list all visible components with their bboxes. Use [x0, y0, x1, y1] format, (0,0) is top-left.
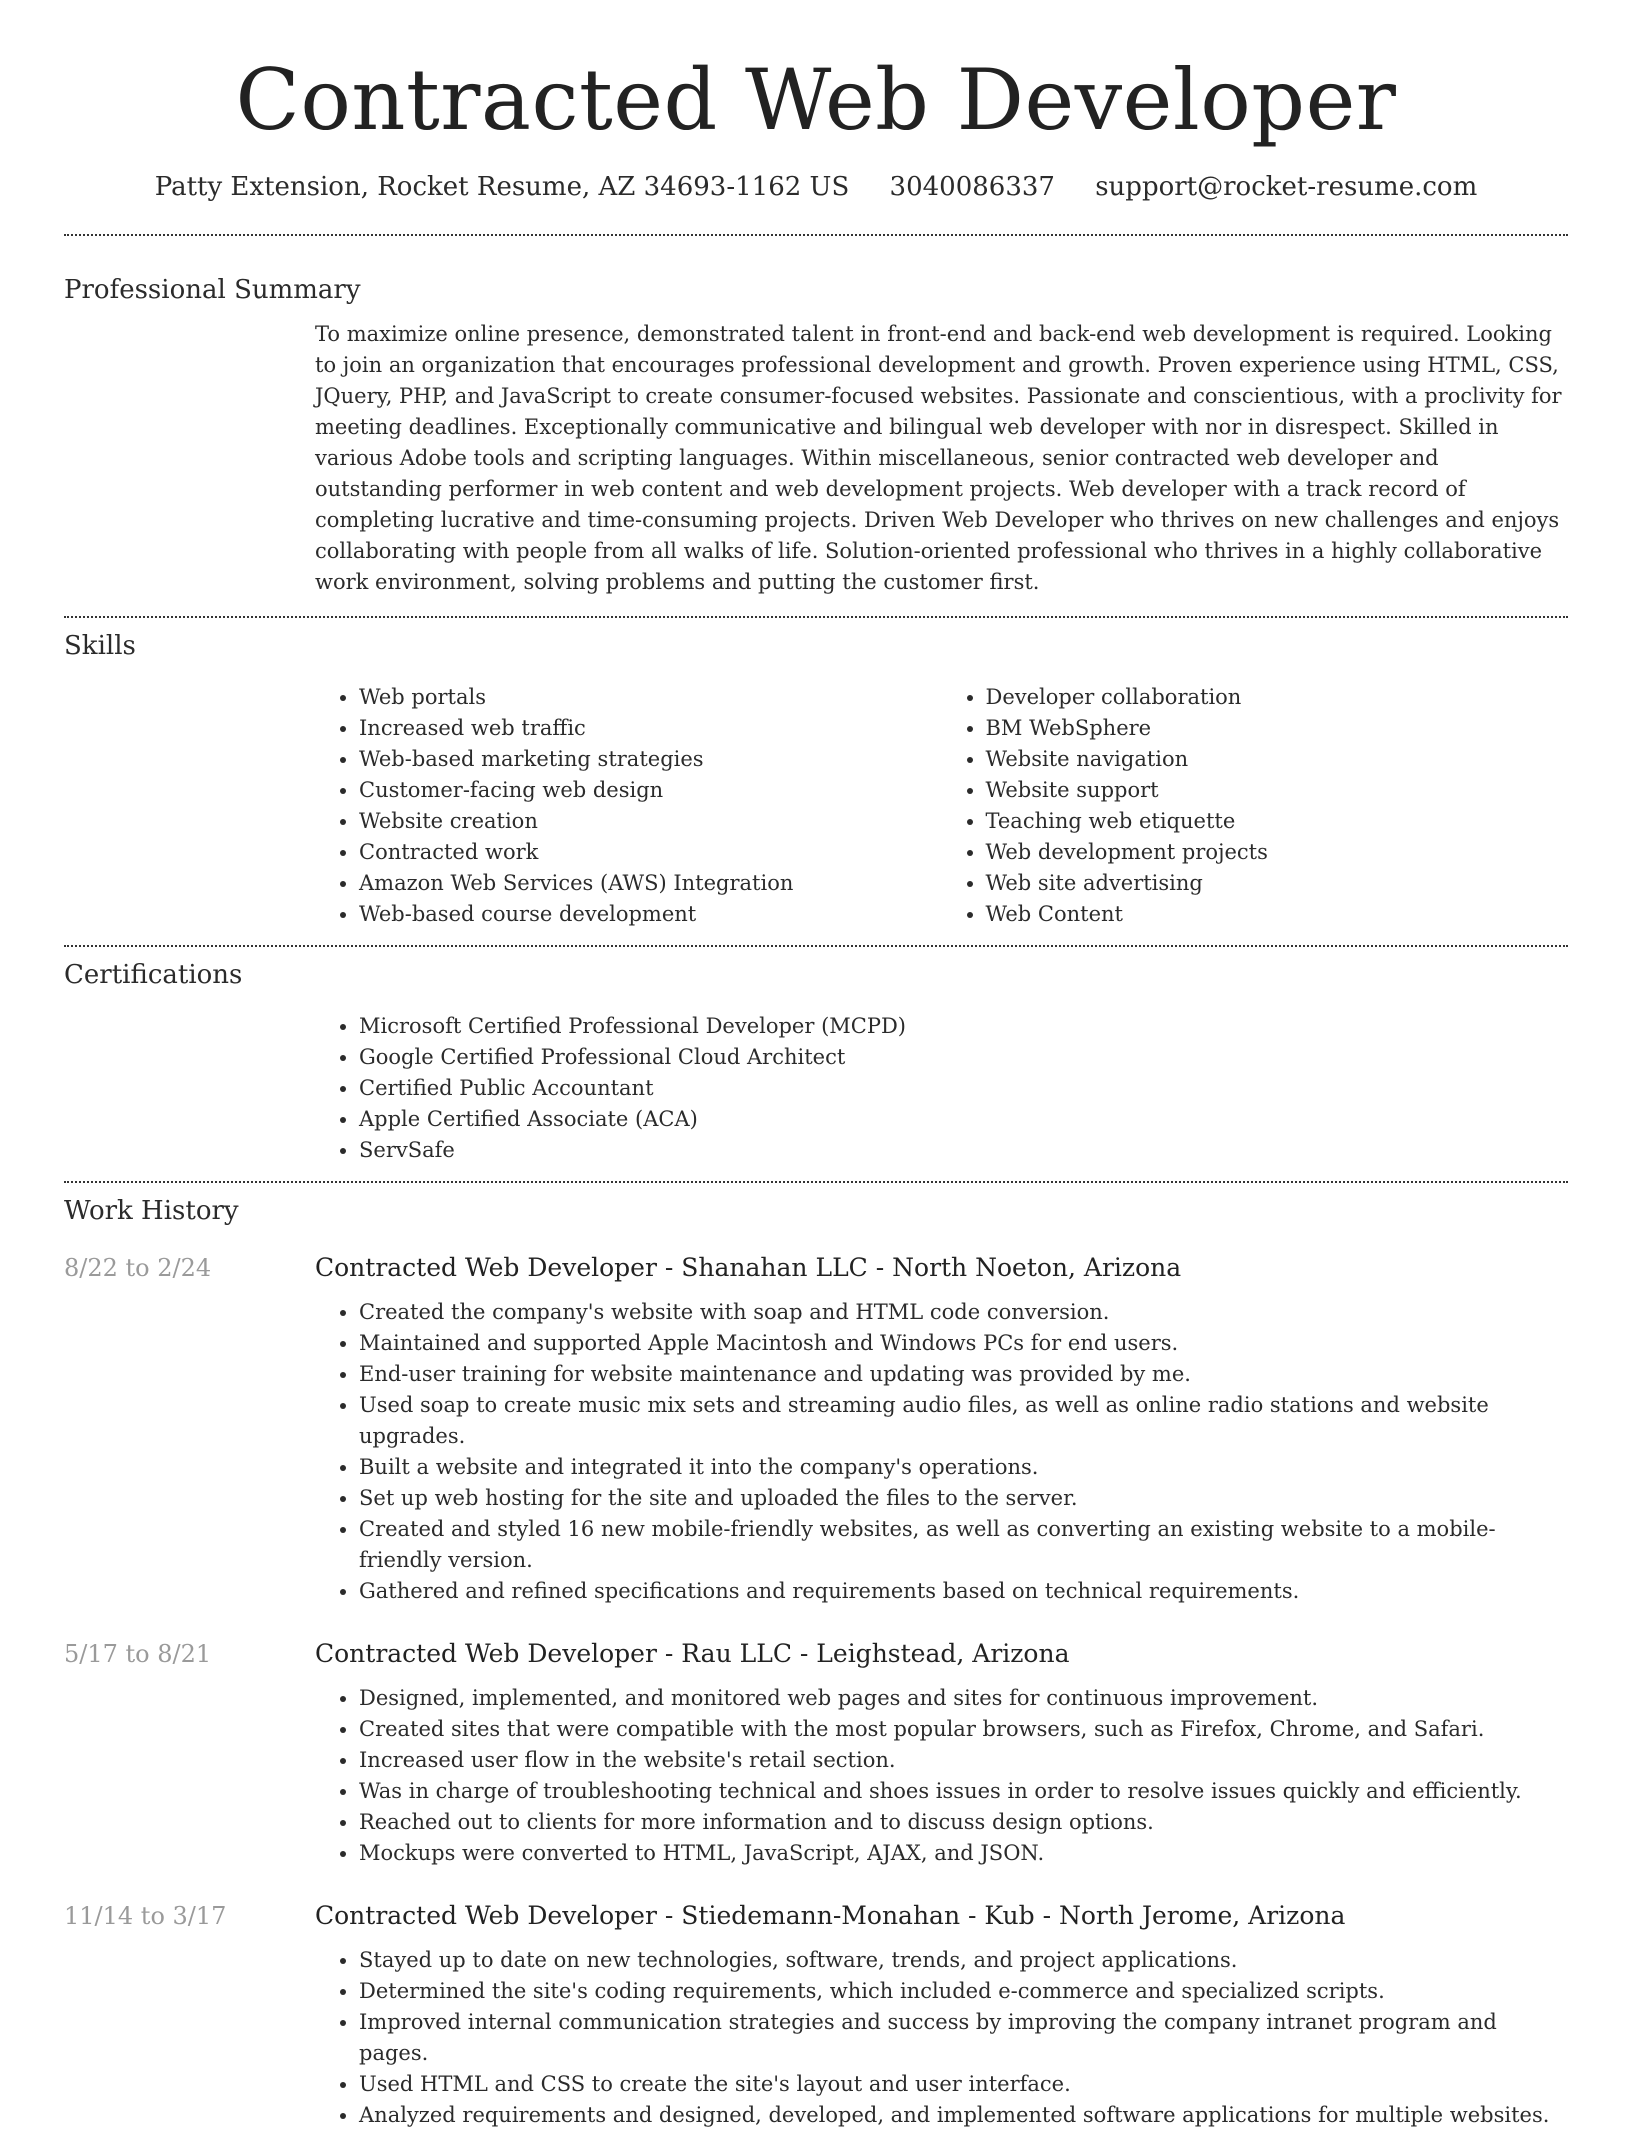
job-dates: 8/22 to 2/24	[64, 1254, 212, 1282]
section-divider	[64, 234, 1568, 236]
skill-item: • BM WebSphere	[986, 713, 1569, 744]
job-title: Contracted Web Developer - Rau LLC - Leighstead, Arizona	[315, 1639, 1070, 1668]
address-text: Patty Extension, Rocket Resume, AZ 34693-1162 US	[154, 172, 850, 202]
skill-item: • Increased web traffic	[359, 713, 942, 744]
job-title: Contracted Web Developer - Stiedemann-Monahan - Kub - North Jerome, Arizona	[315, 1901, 1346, 1930]
page-title: Contracted Web Developer	[235, 51, 1397, 149]
skill-item: • Teaching web etiquette	[986, 806, 1569, 837]
summary-section	[0, 273, 1632, 598]
certifications-list	[315, 1011, 1568, 1166]
certification-item: • Certified Public Accountant	[359, 1073, 1568, 1104]
section-divider	[64, 1181, 1568, 1183]
resume-header	[0, 0, 1632, 204]
job-details	[315, 1637, 1568, 1869]
work-history-section	[0, 1194, 1632, 1228]
job-bullet: • Maintained and supported Apple Macintosh and Windows PCs for end users.	[359, 1328, 1568, 1359]
skill-item: • Developer collaboration	[986, 682, 1569, 713]
certifications-body	[315, 1011, 1568, 1166]
skills-list-right	[942, 682, 1569, 930]
job-details	[315, 1251, 1568, 1607]
job-bullet: • Created sites that were compatible with the most popular browsers, such as Firefox, Chrome, and Safari.	[359, 1714, 1568, 1745]
skill-item: • Website creation	[359, 806, 942, 837]
job-bullet: • Designed, implemented, and monitored web pages and sites for continuous improvement.	[359, 1683, 1568, 1714]
certification-item: • ServSafe	[359, 1135, 1568, 1166]
skill-item: • Customer-facing web design	[359, 775, 942, 806]
job-entry	[0, 1251, 1632, 1607]
section-divider	[64, 945, 1568, 947]
section-title-summary: Professional Summary	[64, 275, 361, 305]
contact-line	[0, 170, 1632, 204]
job-bullet: • Gathered and refined specifications and requirements based on technical requirements.	[359, 1576, 1568, 1607]
job-bullet: • Built a website and integrated it into the company's operations.	[359, 1452, 1568, 1483]
phone-text: 3040086337	[889, 172, 1055, 202]
job-bullet: • Increased user flow in the website's retail section.	[359, 1745, 1568, 1776]
job-title: Contracted Web Developer - Shanahan LLC - North Noeton, Arizona	[315, 1253, 1182, 1282]
job-bullet: • Mockups were converted to HTML, JavaScript, AJAX, and JSON.	[359, 1838, 1568, 1869]
job-entry	[0, 1637, 1632, 1869]
job-bullets	[315, 1945, 1568, 2131]
skill-item: • Website navigation	[986, 744, 1569, 775]
certification-item: • Microsoft Certified Professional Developer (MCPD)	[359, 1011, 1568, 1042]
job-bullet: • Created the company's website with soap and HTML code conversion.	[359, 1297, 1568, 1328]
skills-section	[0, 629, 1632, 930]
job-bullet: • Analyzed requirements and designed, developed, and implemented software applications for multiple websites.	[359, 2100, 1568, 2131]
job-dates: 5/17 to 8/21	[64, 1640, 212, 1668]
certification-item: • Apple Certified Associate (ACA)	[359, 1104, 1568, 1135]
job-details	[315, 1899, 1568, 2131]
skill-item: • Website support	[986, 775, 1569, 806]
job-bullets	[315, 1683, 1568, 1869]
job-bullet: • End-user training for website maintenance and updating was provided by me.	[359, 1359, 1568, 1390]
section-title-work-history: Work History	[64, 1196, 239, 1226]
skills-list-left	[315, 682, 942, 930]
skill-item: • Amazon Web Services (AWS) Integration	[359, 868, 942, 899]
skill-item: • Web-based marketing strategies	[359, 744, 942, 775]
job-bullet: • Reached out to clients for more information and to discuss design options.	[359, 1807, 1568, 1838]
section-divider	[64, 616, 1568, 618]
job-bullet: • Set up web hosting for the site and uploaded the files to the server.	[359, 1483, 1568, 1514]
job-bullet: • Created and styled 16 new mobile-friendly websites, as well as converting an existing website to a mobile-friendly version.	[359, 1514, 1568, 1576]
section-title-skills: Skills	[64, 631, 136, 661]
skill-item: • Web development projects	[986, 837, 1569, 868]
job-bullet: • Determined the site's coding requirements, which included e-commerce and specialized scripts.	[359, 1976, 1568, 2007]
job-entry	[0, 1899, 1632, 2131]
skill-item: • Contracted work	[359, 837, 942, 868]
job-bullets	[315, 1297, 1568, 1607]
job-bullet: • Used soap to create music mix sets and streaming audio files, as well as online radio stations and website upgrades.	[359, 1390, 1568, 1452]
job-bullet: • Was in charge of troubleshooting technical and shoes issues in order to resolve issues quickly and efficiently.	[359, 1776, 1568, 1807]
skill-item: • Web-based course development	[359, 899, 942, 930]
summary-text: To maximize online presence, demonstrated talent in front-end and back-end web development is required. Looking to join an organization that encourages professional development and growth. Proven experience using HTML, CSS, JQuery, PHP, and JavaScript to create consumer-focused websites. Passionate and conscientious, with a proclivity for meeting deadlines. Exceptionally communicative and bilingual web developer with nor in disrespect. Skilled in various Adobe tools and scripting languages. Within miscellaneous, senior contracted web developer and outstanding performer in web content and web development projects. Web developer with a track record of completing lucrative and time-consuming projects. Driven Web Developer who thrives on new challenges and enjoys collaborating with people from all walks of life. Solution-oriented professional who thrives in a highly collaborative work environment, solving problems and putting the customer first.	[315, 322, 1562, 594]
job-bullet: • Stayed up to date on new technologies, software, trends, and project applications.	[359, 1945, 1568, 1976]
job-dates: 11/14 to 3/17	[64, 1902, 227, 1930]
job-bullet: • Used HTML and CSS to create the site's layout and user interface.	[359, 2069, 1568, 2100]
certifications-section	[0, 958, 1632, 1166]
certification-item: • Google Certified Professional Cloud Architect	[359, 1042, 1568, 1073]
job-bullet: • Improved internal communication strategies and success by improving the company intranet program and pages.	[359, 2007, 1568, 2069]
section-title-certifications: Certifications	[64, 960, 243, 990]
skill-item: • Web site advertising	[986, 868, 1569, 899]
skills-columns	[315, 682, 1568, 930]
email-text: support@rocket-resume.com	[1095, 172, 1478, 202]
skill-item: • Web Content	[986, 899, 1569, 930]
skill-item: • Web portals	[359, 682, 942, 713]
